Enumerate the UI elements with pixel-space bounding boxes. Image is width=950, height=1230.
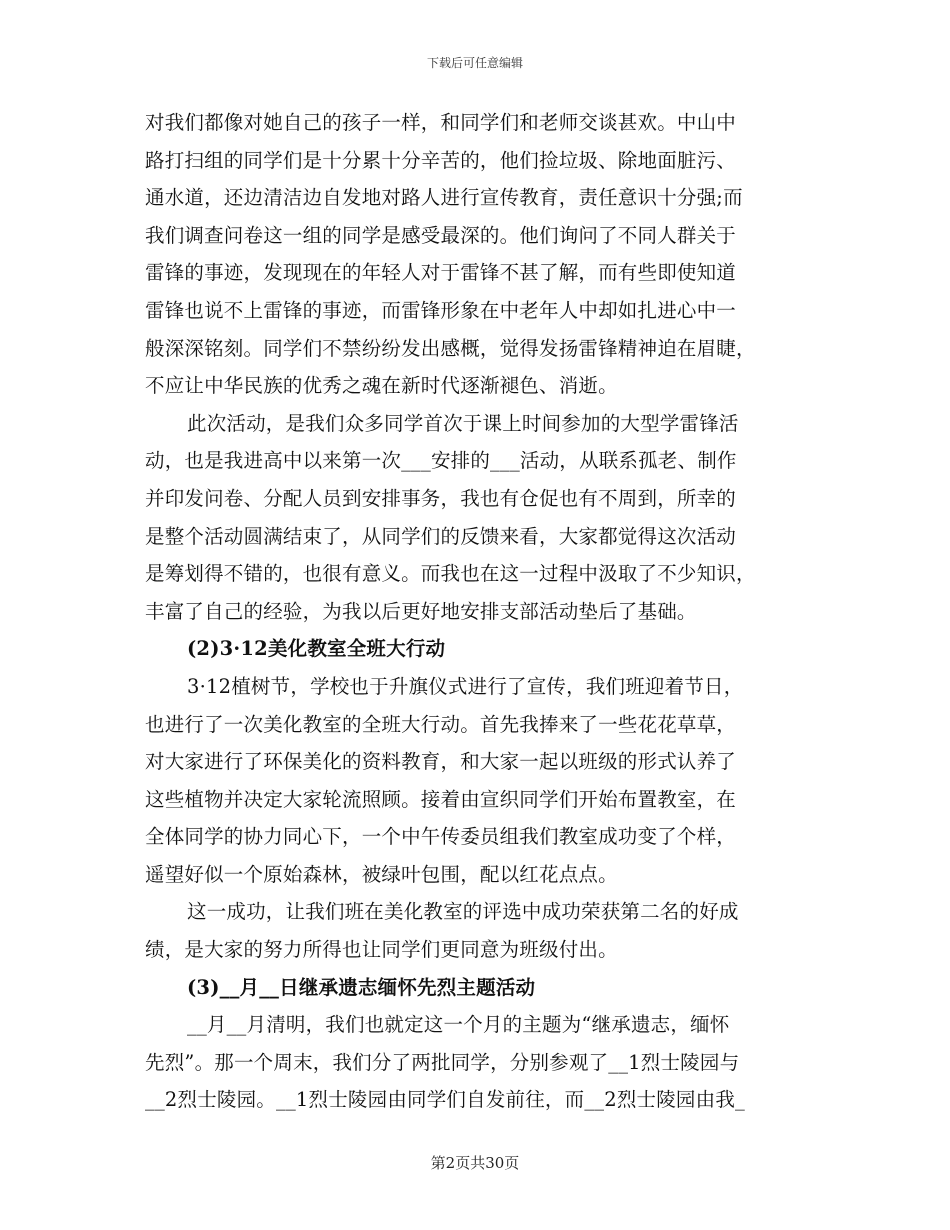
text-line: 此次活动，是我们众多同学首次于课上时间参加的大型学雷锋活 — [187, 411, 739, 435]
page-header: 下载后可任意编辑 — [426, 56, 523, 70]
text-line: 遥望好似一个原始森林，被绿叶包围，配以红花点点。 — [145, 862, 618, 886]
text-line: 是筹划得不错的，也很有意义。而我也在这一过程中汲取了不少知识， — [145, 562, 756, 586]
text-line: 般深深铭刻。同学们不禁纷纷发出感概，觉得发扬雷锋精神迫在眉睫， — [145, 336, 756, 360]
text-line: 丰富了自己的经验，为我以后更好地安排支部活动垫后了基础。 — [145, 599, 697, 623]
text-line: 对我们都像对她自己的孩子一样，和同学们和老师交谈甚欢。中山中 — [145, 111, 737, 134]
text-line: 这些植物并决定大家轮流照顾。接着由宣织同学们开始布置教室，在 — [145, 787, 737, 811]
document-body — [145, 104, 805, 1119]
text-line: __月__月清明，我们也就定这一个月的主题为“继承遗志，缅怀 — [187, 1013, 730, 1037]
text-line: 通水道，还边清洁边自发地对路人进行宣传教育，责任意识十分强;而 — [145, 186, 743, 210]
text-line: 并印发问卷、分配人员到安排事务，我也有仓促也有不周到，所幸的 — [145, 486, 737, 510]
text-line: 对大家进行了环保美化的资料教育，和大家一起以班级的形式认养了 — [145, 750, 737, 774]
text-line: 这一成功，让我们班在美化教室的评选中成功荣获第二名的好成 — [187, 900, 739, 924]
text-line: 绩，是大家的努力所得也让同学们更同意为班级付出。 — [145, 938, 618, 962]
text-line: 动，也是我进高中以来第一次___安排的___活动，从联系孤老、制作 — [145, 449, 737, 473]
text-line: 雷锋也说不上雷锋的事迹，而雷锋形象在中老年人中却如扎进心中一 — [145, 298, 737, 322]
section-heading: (2)3·12美化教室全班大行动 — [187, 637, 446, 661]
text-line: 也进行了一次美化教室的全班大行动。首先我捧来了一些花花草草， — [145, 712, 737, 736]
text-line: 不应让中华民族的优秀之魂在新时代逐渐褪色、消逝。 — [145, 374, 618, 398]
page-footer: 第2页共30页 — [430, 1154, 520, 1172]
text-line: __2烈士陵园。__1烈士陵园由同学们自发前往，而__2烈士陵园由我_ — [145, 1088, 745, 1112]
text-line: 3·12植树节，学校也于升旗仪式进行了宣传，我们班迎着节日， — [187, 674, 744, 698]
text-line: 先烈”。那一个周末，我们分了两批同学，分别参观了__1烈士陵园与 — [145, 1050, 740, 1074]
text-line: 是整个活动圆满结束了，从同学们的反馈来看，大家都觉得这次活动 — [145, 524, 737, 548]
text-line: 全体同学的协力同心下，一个中午传委员组我们教室成功变了个样， — [145, 825, 737, 849]
section-heading: (3)__月__日继承遗志缅怀先烈主题活动 — [187, 975, 536, 999]
text-line: 雷锋的事迹，发现现在的年轻人对于雷锋不甚了解，而有些即使知道 — [145, 261, 737, 285]
text-line: 路打扫组的同学们是十分累十分辛苦的，他们捡垃圾、除地面脏污、 — [145, 148, 737, 172]
text-line: 我们调查问卷这一组的同学是感受最深的。他们询问了不同人群关于 — [145, 223, 737, 247]
